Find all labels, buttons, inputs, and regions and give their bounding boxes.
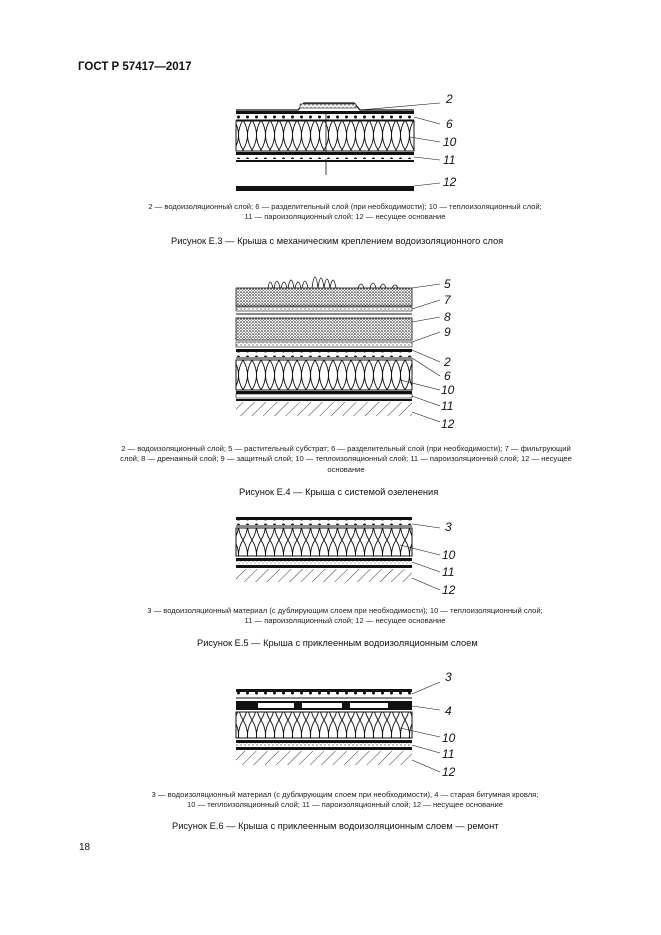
e6-label-12: 12 <box>442 765 456 779</box>
figure-e6-numbers <box>442 670 456 779</box>
e6-label-11: 11 <box>442 747 455 761</box>
figure-e3-drawing <box>236 103 440 191</box>
e3-label-12: 12 <box>443 175 457 189</box>
e4-label-8: 8 <box>444 310 451 324</box>
e4-label-6: 6 <box>444 369 451 383</box>
e4-label-12: 12 <box>441 417 455 431</box>
figure-e3-legend <box>100 202 590 223</box>
e4-label-7: 7 <box>444 293 451 307</box>
figure-e5-drawing <box>236 517 440 590</box>
legend-line: 11 — пароизоляционный слой; 12 — несущее основание <box>244 212 446 222</box>
figure-e4-legend <box>80 444 612 475</box>
legend-line: основание <box>327 464 365 474</box>
e4-label-11: 11 <box>441 399 454 413</box>
legend-line: 3 — водоизоляционный материал (с дублирующим слоем при необходимости), 4 — старая битумная кровля; <box>151 790 539 799</box>
e4-label-10: 10 <box>441 383 455 397</box>
legend-line: слой; 8 — дренажный слой; 9 — защитный слой; 10 — теплоизоляционный слой; 11 — пароизоляционный слой; 12 — несущее <box>120 454 572 464</box>
figure-e6-legend <box>100 790 590 811</box>
document-header: ГОСТ Р 57417—2017 <box>78 61 192 73</box>
figure-e5-caption: Рисунок Е.5 — Крыша с приклеенным водоизоляционным слоем <box>197 638 478 648</box>
figure-e3-caption: Рисунок Е.3 — Крыша с механическим креплением водоизоляционного слоя <box>171 236 504 246</box>
e3-label-2: 2 <box>446 92 453 106</box>
legend-line: 11 — пароизоляционный слой; 12 — несущее основание <box>244 616 446 626</box>
e6-label-4: 4 <box>445 704 452 718</box>
e3-label-6: 6 <box>446 117 453 131</box>
legend-line: 10 — теплоизоляционный слой; 11 — пароизоляционный слой; 12 — несущее основание <box>187 800 503 810</box>
e5-label-11: 11 <box>442 565 455 579</box>
e5-label-3: 3 <box>445 520 452 534</box>
page-number: 18 <box>79 842 91 853</box>
legend-line: 2 — водоизоляционный слой; 5 — растительный субстрат; 6 — разделительный слой (при необходимости); 7 — фильтрующий <box>121 444 571 453</box>
figure-e5-legend <box>100 606 590 627</box>
figure-e4-drawing <box>236 277 440 422</box>
legend-line: 3 — водоизоляционный материал (с дублирующим слоем при необходимости); 10 — теплоизоляционный слой; <box>147 606 543 615</box>
e3-label-10: 10 <box>443 135 457 149</box>
e5-label-12: 12 <box>442 583 456 597</box>
e6-label-3: 3 <box>445 670 452 684</box>
e4-label-9: 9 <box>444 325 451 339</box>
e6-label-10: 10 <box>442 731 456 745</box>
figure-e4-caption: Рисунок Е.4 — Крыша с системой озеленения <box>239 487 439 497</box>
figure-e6-drawing <box>236 682 440 772</box>
figure-e3-numbers <box>443 92 457 189</box>
e4-label-2: 2 <box>444 355 451 369</box>
figure-e5-numbers <box>442 520 456 597</box>
e3-label-11: 11 <box>443 153 456 167</box>
figure-e4-numbers <box>441 277 455 431</box>
e5-label-10: 10 <box>442 548 456 562</box>
legend-line: 2 — водоизоляционный слой; 6 — разделительный слой (при необходимости); 10 — теплоизоляционный слой; <box>148 202 542 211</box>
e4-label-5: 5 <box>444 277 451 291</box>
figure-e6-caption: Рисунок Е.6 — Крыша с приклеенным водоизоляционным слоем — ремонт <box>172 821 499 831</box>
